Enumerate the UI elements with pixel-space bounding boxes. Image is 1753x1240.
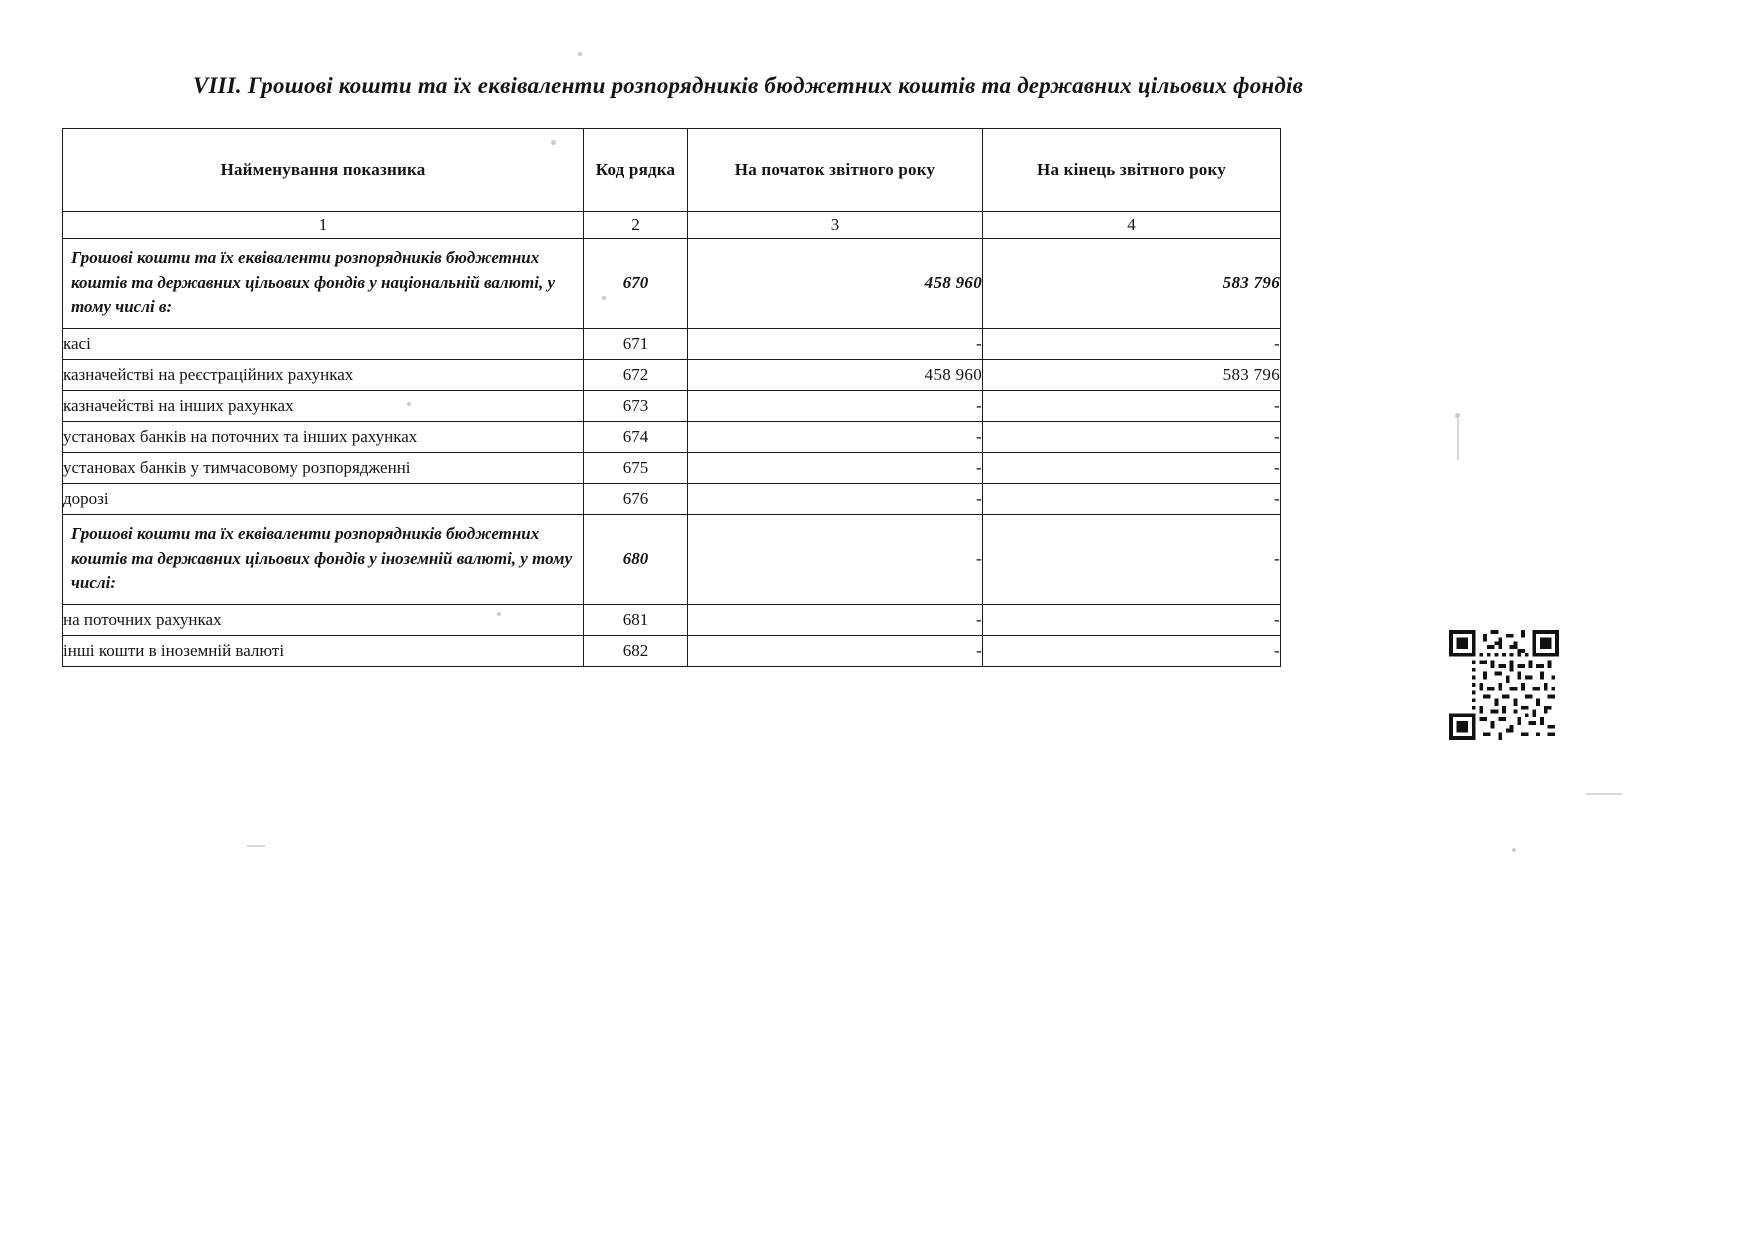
table-row xyxy=(63,635,1281,666)
row-value-end: - xyxy=(983,421,1281,452)
row-label: Грошові кошти та їх еквіваленти розпорядників бюджетних коштів та державних цільових фондів у національній валюті, у тому числі в: xyxy=(63,239,584,329)
row-label: установах банків у тимчасовому розпорядженні xyxy=(63,452,584,483)
row-label: касі xyxy=(63,328,584,359)
table-row xyxy=(63,359,1281,390)
scan-speck xyxy=(1512,848,1516,852)
column-number-1: 1 xyxy=(63,212,584,239)
row-label: інші кошти в іноземній валюті xyxy=(63,635,584,666)
table-row xyxy=(63,483,1281,514)
table-row xyxy=(63,452,1281,483)
row-code: 671 xyxy=(584,328,688,359)
table-header-row xyxy=(63,129,1281,212)
cash-equivalents-table xyxy=(62,128,1281,667)
row-code: 680 xyxy=(584,514,688,604)
row-value-end: - xyxy=(983,635,1281,666)
row-label: Грошові кошти та їх еквіваленти розпорядників бюджетних коштів та державних цільових фондів у іноземній валюті, у тому числі: xyxy=(63,514,584,604)
row-value-end: 583 796 xyxy=(983,359,1281,390)
table-row xyxy=(63,239,1281,329)
row-value-start: - xyxy=(688,421,983,452)
row-value-end: - xyxy=(983,328,1281,359)
column-header-row-code: Код рядка xyxy=(584,129,688,212)
row-value-start: 458 960 xyxy=(688,359,983,390)
row-code: 681 xyxy=(584,604,688,635)
row-label: казначействі на інших рахунках xyxy=(63,390,584,421)
column-number-2: 2 xyxy=(584,212,688,239)
scan-hairline xyxy=(1457,418,1459,460)
row-value-end: - xyxy=(983,604,1281,635)
row-value-end: 583 796 xyxy=(983,239,1281,329)
cash-equivalents-table-wrapper xyxy=(62,128,1280,667)
row-code: 682 xyxy=(584,635,688,666)
scan-hairline xyxy=(247,845,265,847)
row-code: 674 xyxy=(584,421,688,452)
row-code: 672 xyxy=(584,359,688,390)
row-label: дорозі xyxy=(63,483,584,514)
scan-speck xyxy=(407,402,411,406)
column-header-period-start: На початок звітного року xyxy=(688,129,983,212)
row-value-end: - xyxy=(983,514,1281,604)
row-code: 673 xyxy=(584,390,688,421)
row-value-start: - xyxy=(688,452,983,483)
qr-code-icon xyxy=(1449,630,1559,740)
row-code: 675 xyxy=(584,452,688,483)
scan-hairline xyxy=(1586,793,1622,795)
page-title: VIII. Грошові кошти та їх еквіваленти розпорядників бюджетних коштів та державних цільових фондів xyxy=(192,73,1304,98)
scan-speck xyxy=(551,140,556,145)
column-header-period-end: На кінець звітного року xyxy=(983,129,1281,212)
row-value-start: - xyxy=(688,604,983,635)
table-row xyxy=(63,421,1281,452)
row-value-start: - xyxy=(688,328,983,359)
table-row xyxy=(63,604,1281,635)
table-row xyxy=(63,390,1281,421)
scan-speck xyxy=(497,612,501,616)
scan-speck xyxy=(578,52,582,56)
row-value-end: - xyxy=(983,483,1281,514)
row-value-start: 458 960 xyxy=(688,239,983,329)
column-header-indicator-name: Найменування показника xyxy=(63,129,584,212)
column-number-4: 4 xyxy=(983,212,1281,239)
row-code: 670 xyxy=(584,239,688,329)
column-number-3: 3 xyxy=(688,212,983,239)
row-label: установах банків на поточних та інших рахунках xyxy=(63,421,584,452)
row-value-end: - xyxy=(983,390,1281,421)
row-value-start: - xyxy=(688,514,983,604)
row-label: казначействі на реєстраційних рахунках xyxy=(63,359,584,390)
row-value-start: - xyxy=(688,483,983,514)
row-label: на поточних рахунках xyxy=(63,604,584,635)
row-value-start: - xyxy=(688,635,983,666)
row-value-start: - xyxy=(688,390,983,421)
row-code: 676 xyxy=(584,483,688,514)
table-row xyxy=(63,514,1281,604)
scan-speck xyxy=(602,296,606,300)
row-value-end: - xyxy=(983,452,1281,483)
table-row xyxy=(63,328,1281,359)
table-column-number-row xyxy=(63,212,1281,239)
